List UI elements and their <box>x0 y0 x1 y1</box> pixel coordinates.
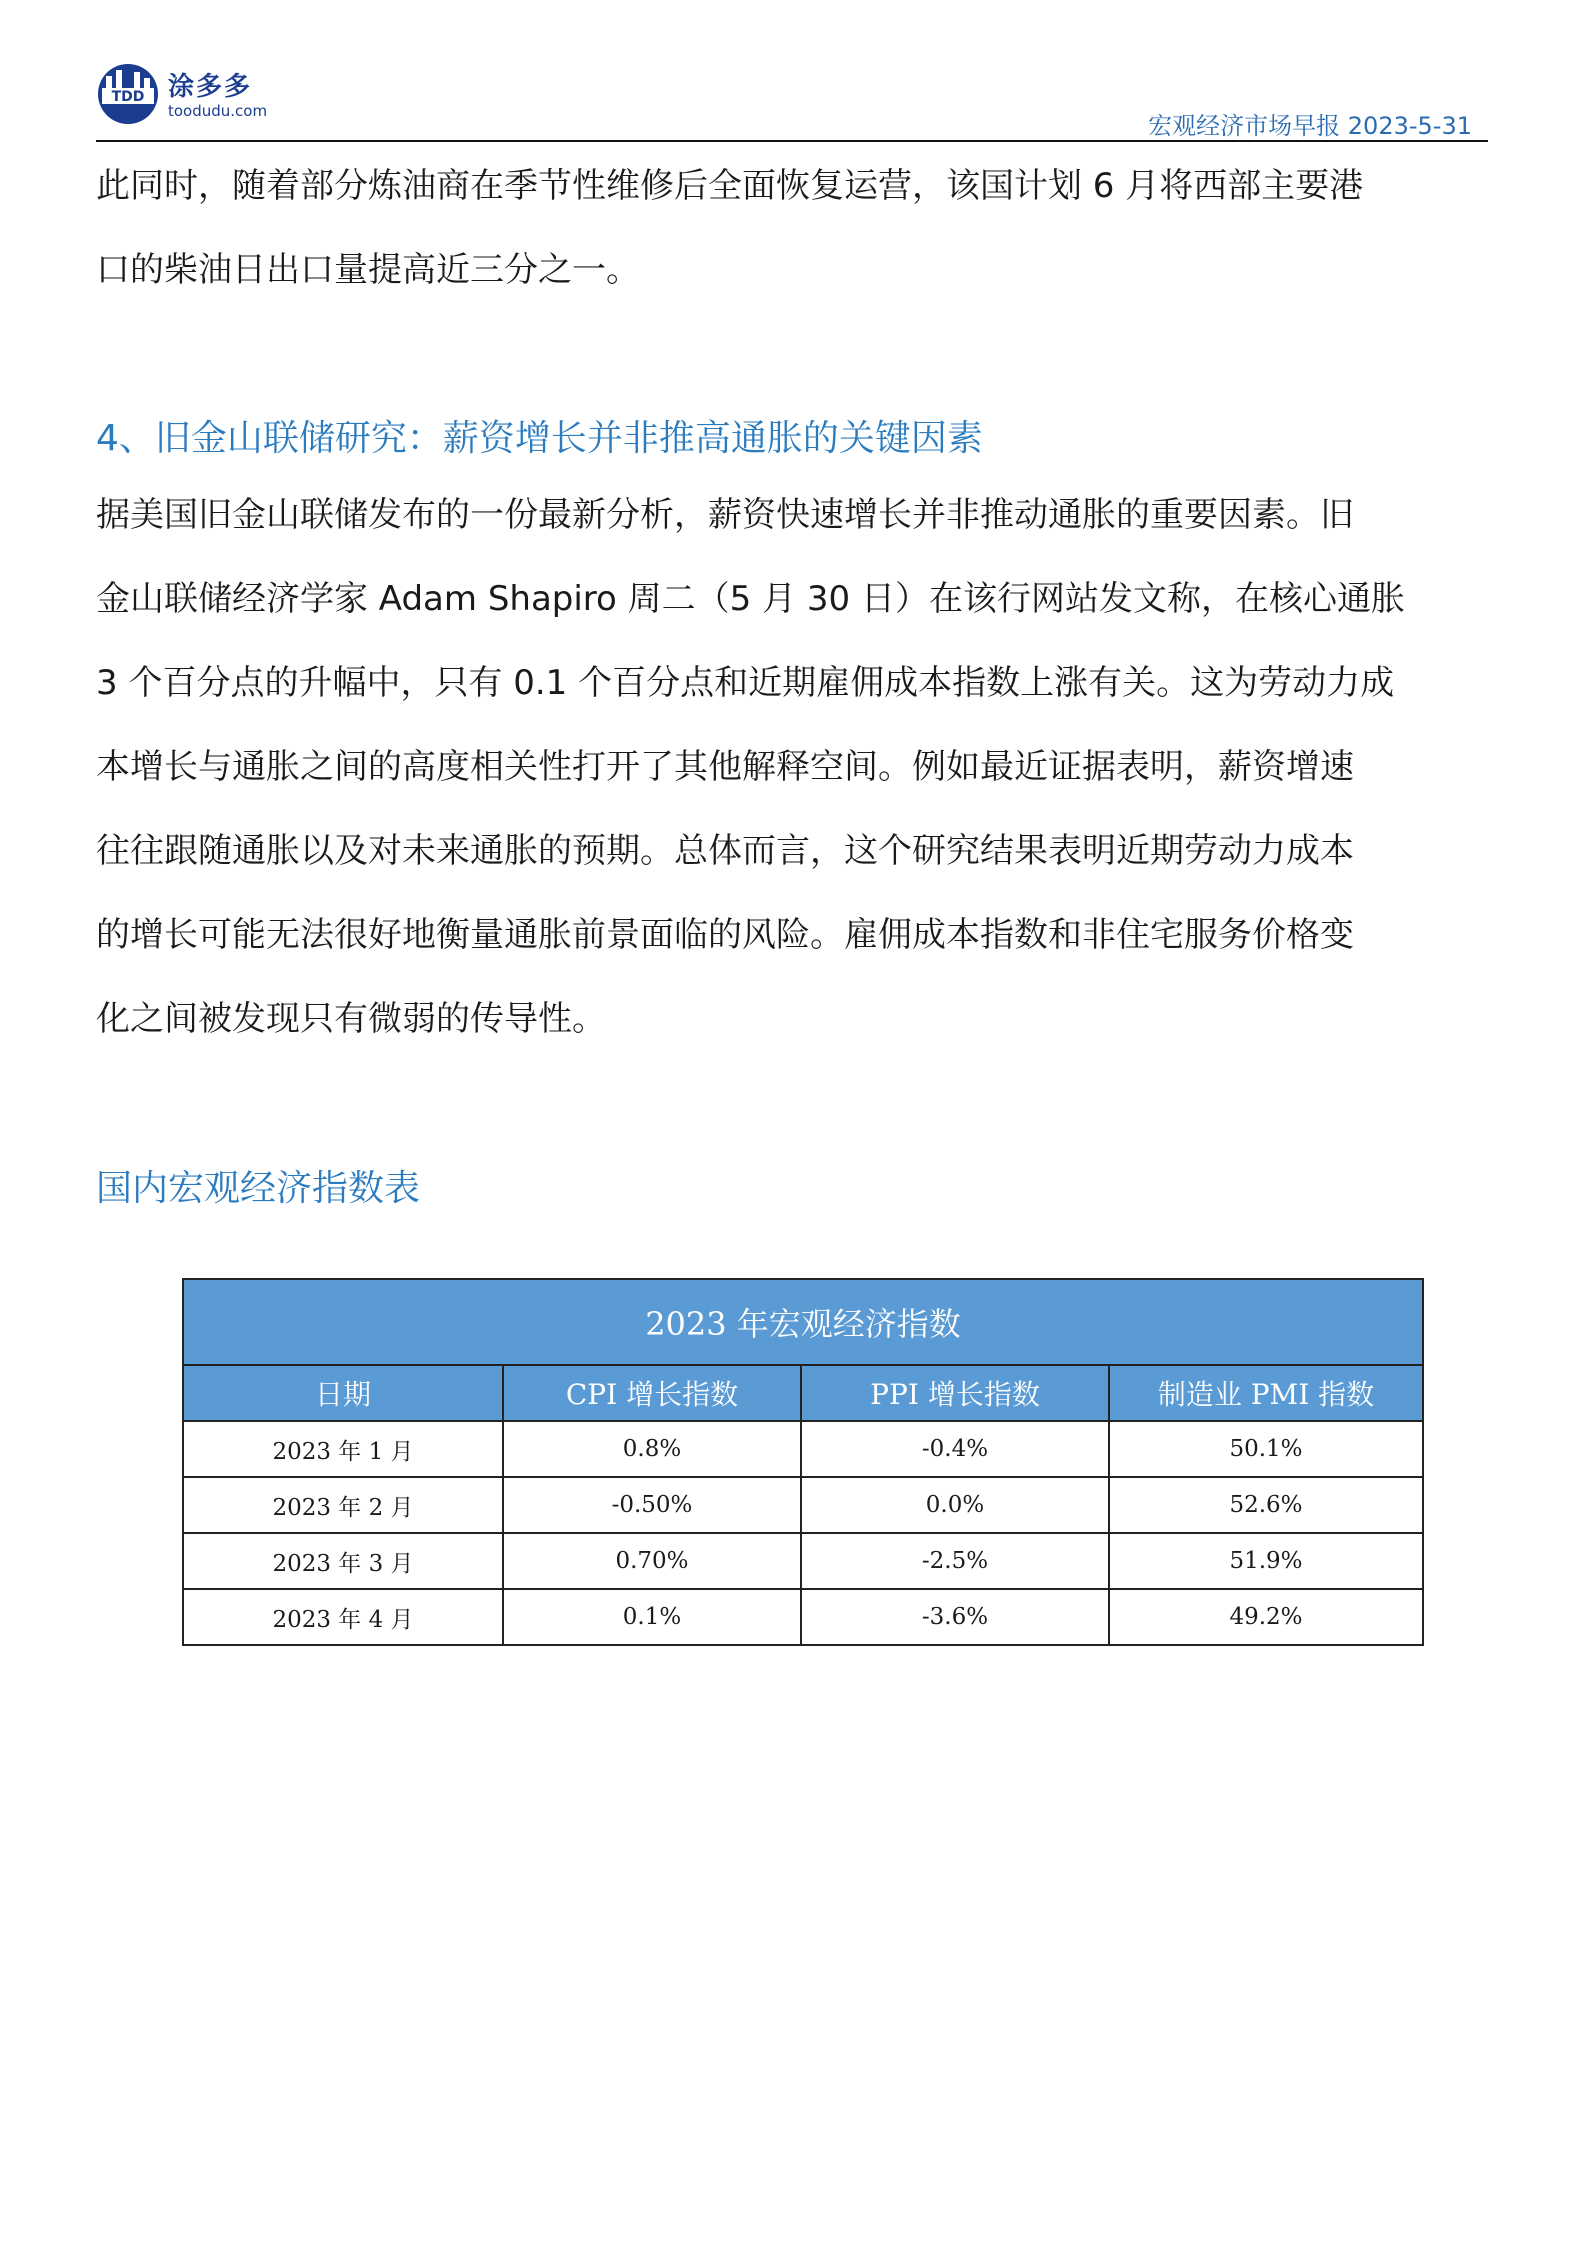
cell-pmi: 50.1% <box>1109 1421 1423 1477</box>
section-4-line: 3 个百分点的升幅中，只有 0.1 个百分点和近期雇佣成本指数上涨有关。这为劳动力成 <box>96 663 1395 703</box>
cell-cpi: 0.1% <box>503 1589 801 1645</box>
column-header-ppi: PPI 增长指数 <box>801 1365 1109 1421</box>
section-4-line: 据美国旧金山联储发布的一份最新分析，薪资快速增长并非推动通胀的重要因素。旧 <box>96 495 1354 535</box>
section-4-line: 金山联储经济学家 Adam Shapiro 周二（5 月 30 日）在该行网站发文称，在核心通胀 <box>96 579 1405 619</box>
intro-line-1: 此同时，随着部分炼油商在季节性维修后全面恢复运营，该国计划 6 月将西部主要港 <box>96 166 1364 206</box>
cell-pmi: 51.9% <box>1109 1533 1423 1589</box>
cell-cpi: 0.8% <box>503 1421 801 1477</box>
section-4-heading: 4、旧金山联储研究：薪资增长并非推高通胀的关键因素 <box>96 418 983 459</box>
column-header-date: 日期 <box>183 1365 503 1421</box>
table-row <box>183 1477 1423 1533</box>
table-row <box>183 1533 1423 1589</box>
cell-ppi: -3.6% <box>801 1589 1109 1645</box>
cell-ppi: -0.4% <box>801 1421 1109 1477</box>
table-row <box>183 1589 1423 1645</box>
cell-cpi: 0.70% <box>503 1533 801 1589</box>
cell-date: 2023 年 3 月 <box>183 1533 503 1589</box>
section-4-line: 化之间被发现只有微弱的传导性。 <box>96 999 606 1039</box>
logo-en-text: toodudu.com <box>168 102 268 120</box>
logo <box>96 62 266 126</box>
logo-mark-text: TDD <box>111 89 145 105</box>
section-4-line: 本增长与通胀之间的高度相关性打开了其他解释空间。例如最近证据表明，薪资增速 <box>96 747 1354 787</box>
column-header-cpi: CPI 增长指数 <box>503 1365 801 1421</box>
cell-date: 2023 年 4 月 <box>183 1589 503 1645</box>
cell-date: 2023 年 1 月 <box>183 1421 503 1477</box>
cell-date: 2023 年 2 月 <box>183 1477 503 1533</box>
cell-pmi: 49.2% <box>1109 1589 1423 1645</box>
logo-cn-text: 涂多多 <box>168 72 253 102</box>
logo-icon <box>96 62 160 126</box>
header-divider <box>96 140 1488 142</box>
cell-ppi: 0.0% <box>801 1477 1109 1533</box>
page-header <box>96 62 1488 142</box>
report-title: 宏观经济市场早报 2023-5-31 <box>1148 112 1472 140</box>
table-row <box>183 1421 1423 1477</box>
table-section-heading: 国内宏观经济指数表 <box>96 1168 421 1209</box>
macro-index-table <box>182 1278 1424 1646</box>
cell-cpi: -0.50% <box>503 1477 801 1533</box>
intro-line-2: 口的柴油日出口量提高近三分之一。 <box>96 250 640 290</box>
cell-ppi: -2.5% <box>801 1533 1109 1589</box>
cell-pmi: 52.6% <box>1109 1477 1423 1533</box>
column-header-pmi: 制造业 PMI 指数 <box>1109 1365 1423 1421</box>
section-4-line: 的增长可能无法很好地衡量通胀前景面临的风险。雇佣成本指数和非住宅服务价格变 <box>96 915 1354 955</box>
table-title: 2023 年宏观经济指数 <box>183 1279 1423 1365</box>
section-4-line: 往往跟随通胀以及对未来通胀的预期。总体而言，这个研究结果表明近期劳动力成本 <box>96 831 1354 871</box>
